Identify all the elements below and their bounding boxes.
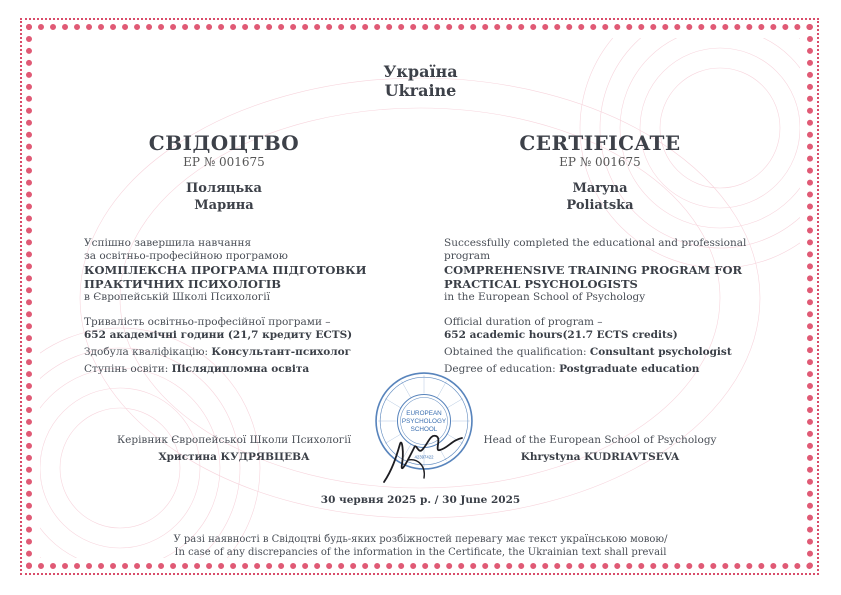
seal-code: 42397422: [414, 454, 434, 460]
right-program-line2: PRACTICAL PSYCHOLOGISTS: [444, 277, 638, 291]
left-name-line1: Поляцька: [186, 181, 262, 196]
left-degree: [84, 363, 384, 376]
country-en: Ukraine: [384, 81, 457, 100]
right-degree: [444, 363, 784, 376]
left-degree-value: Післядипломна освіта: [171, 363, 310, 375]
left-name-line2: Марина: [194, 198, 254, 213]
left-duration-value: 652 академічні години (21,7 кредиту ECTS): [84, 329, 353, 341]
right-details: [444, 237, 784, 376]
left-degree-label: Ступінь освіти:: [84, 363, 172, 375]
left-signer-title: Керівник Європейської Школи Психології: [117, 434, 351, 446]
left-qualification-value: Консультант-психолог: [211, 346, 352, 358]
right-qualification: [444, 346, 784, 359]
left-details: [84, 237, 384, 376]
right-name: [460, 180, 740, 214]
left-qualification-label: Здобула кваліфікацію:: [84, 346, 212, 358]
left-column: [84, 131, 364, 169]
right-qualification-value: Consultant psychologist: [589, 346, 732, 358]
right-degree-value: Postgraduate education: [559, 363, 700, 375]
right-signer-name: Khrystyna KUDRIAVTSEVA: [520, 451, 680, 463]
left-program-line1: КОМПЛЕКСНА ПРОГРАМА ПІДГОТОВКИ: [84, 263, 367, 277]
footer-uk: У разі наявності в Свідоцтві будь-яких розбіжностей перевагу має текст українською мовою/: [173, 534, 668, 545]
left-duration-label: Тривалість освітньо-професійної програми –: [84, 316, 331, 328]
footer-en: In case of any discrepancies of the information in the Certificate, the Ukrainian text shall prevail: [174, 547, 667, 558]
issue-date: 30 червня 2025 р. / 30 June 2025: [320, 494, 521, 506]
seal-text-line2: PSYCHOLOGY: [401, 418, 447, 426]
right-degree-label: Degree of education:: [444, 363, 560, 375]
right-number: ЕР № 001675: [559, 155, 641, 169]
left-name: [84, 180, 364, 214]
seal-text-line3: SCHOOL: [410, 426, 438, 434]
right-heading: CERTIFICATE: [519, 131, 681, 155]
left-signer-name: Христина КУДРЯВЦЕВА: [158, 451, 310, 463]
right-school: in the European School of Psychology: [444, 291, 646, 303]
footer-note: [0, 533, 841, 559]
right-signer-title: Head of the European School of Psychology: [483, 434, 717, 446]
right-name-line2: Poliatska: [566, 198, 634, 213]
right-column: [460, 131, 740, 169]
country-heading: [0, 62, 841, 100]
left-completed-line1: Успішно завершила навчання: [84, 237, 252, 249]
right-completed-line2: program: [444, 250, 491, 262]
left-heading: СВІДОЦТВО: [148, 131, 300, 155]
right-signer: [460, 434, 740, 463]
left-completed-line2: за освітньо-професійною програмою: [84, 250, 288, 262]
country-uk: Україна: [383, 62, 458, 81]
left-signer: [84, 434, 384, 463]
right-qualification-label: Obtained the qualification:: [444, 346, 590, 358]
right-duration-label: Official duration of program –: [444, 316, 603, 328]
left-number: ЕР № 001675: [183, 155, 265, 169]
right-name-line1: Maryna: [572, 181, 628, 196]
left-program-line2: ПРАКТИЧНИХ ПСИХОЛОГІВ: [84, 277, 281, 291]
signature: [378, 430, 468, 485]
seal-text-line1: EUROPEAN: [406, 409, 442, 417]
left-qualification: [84, 346, 384, 359]
right-duration-value: 652 academic hours(21.7 ECTS credits): [444, 329, 678, 341]
left-school: в Європейській Школі Психології: [84, 291, 271, 303]
right-program-line1: COMPREHENSIVE TRAINING PROGRAM FOR: [444, 263, 743, 277]
right-completed-line1: Successfully completed the educational and professional: [444, 237, 747, 249]
